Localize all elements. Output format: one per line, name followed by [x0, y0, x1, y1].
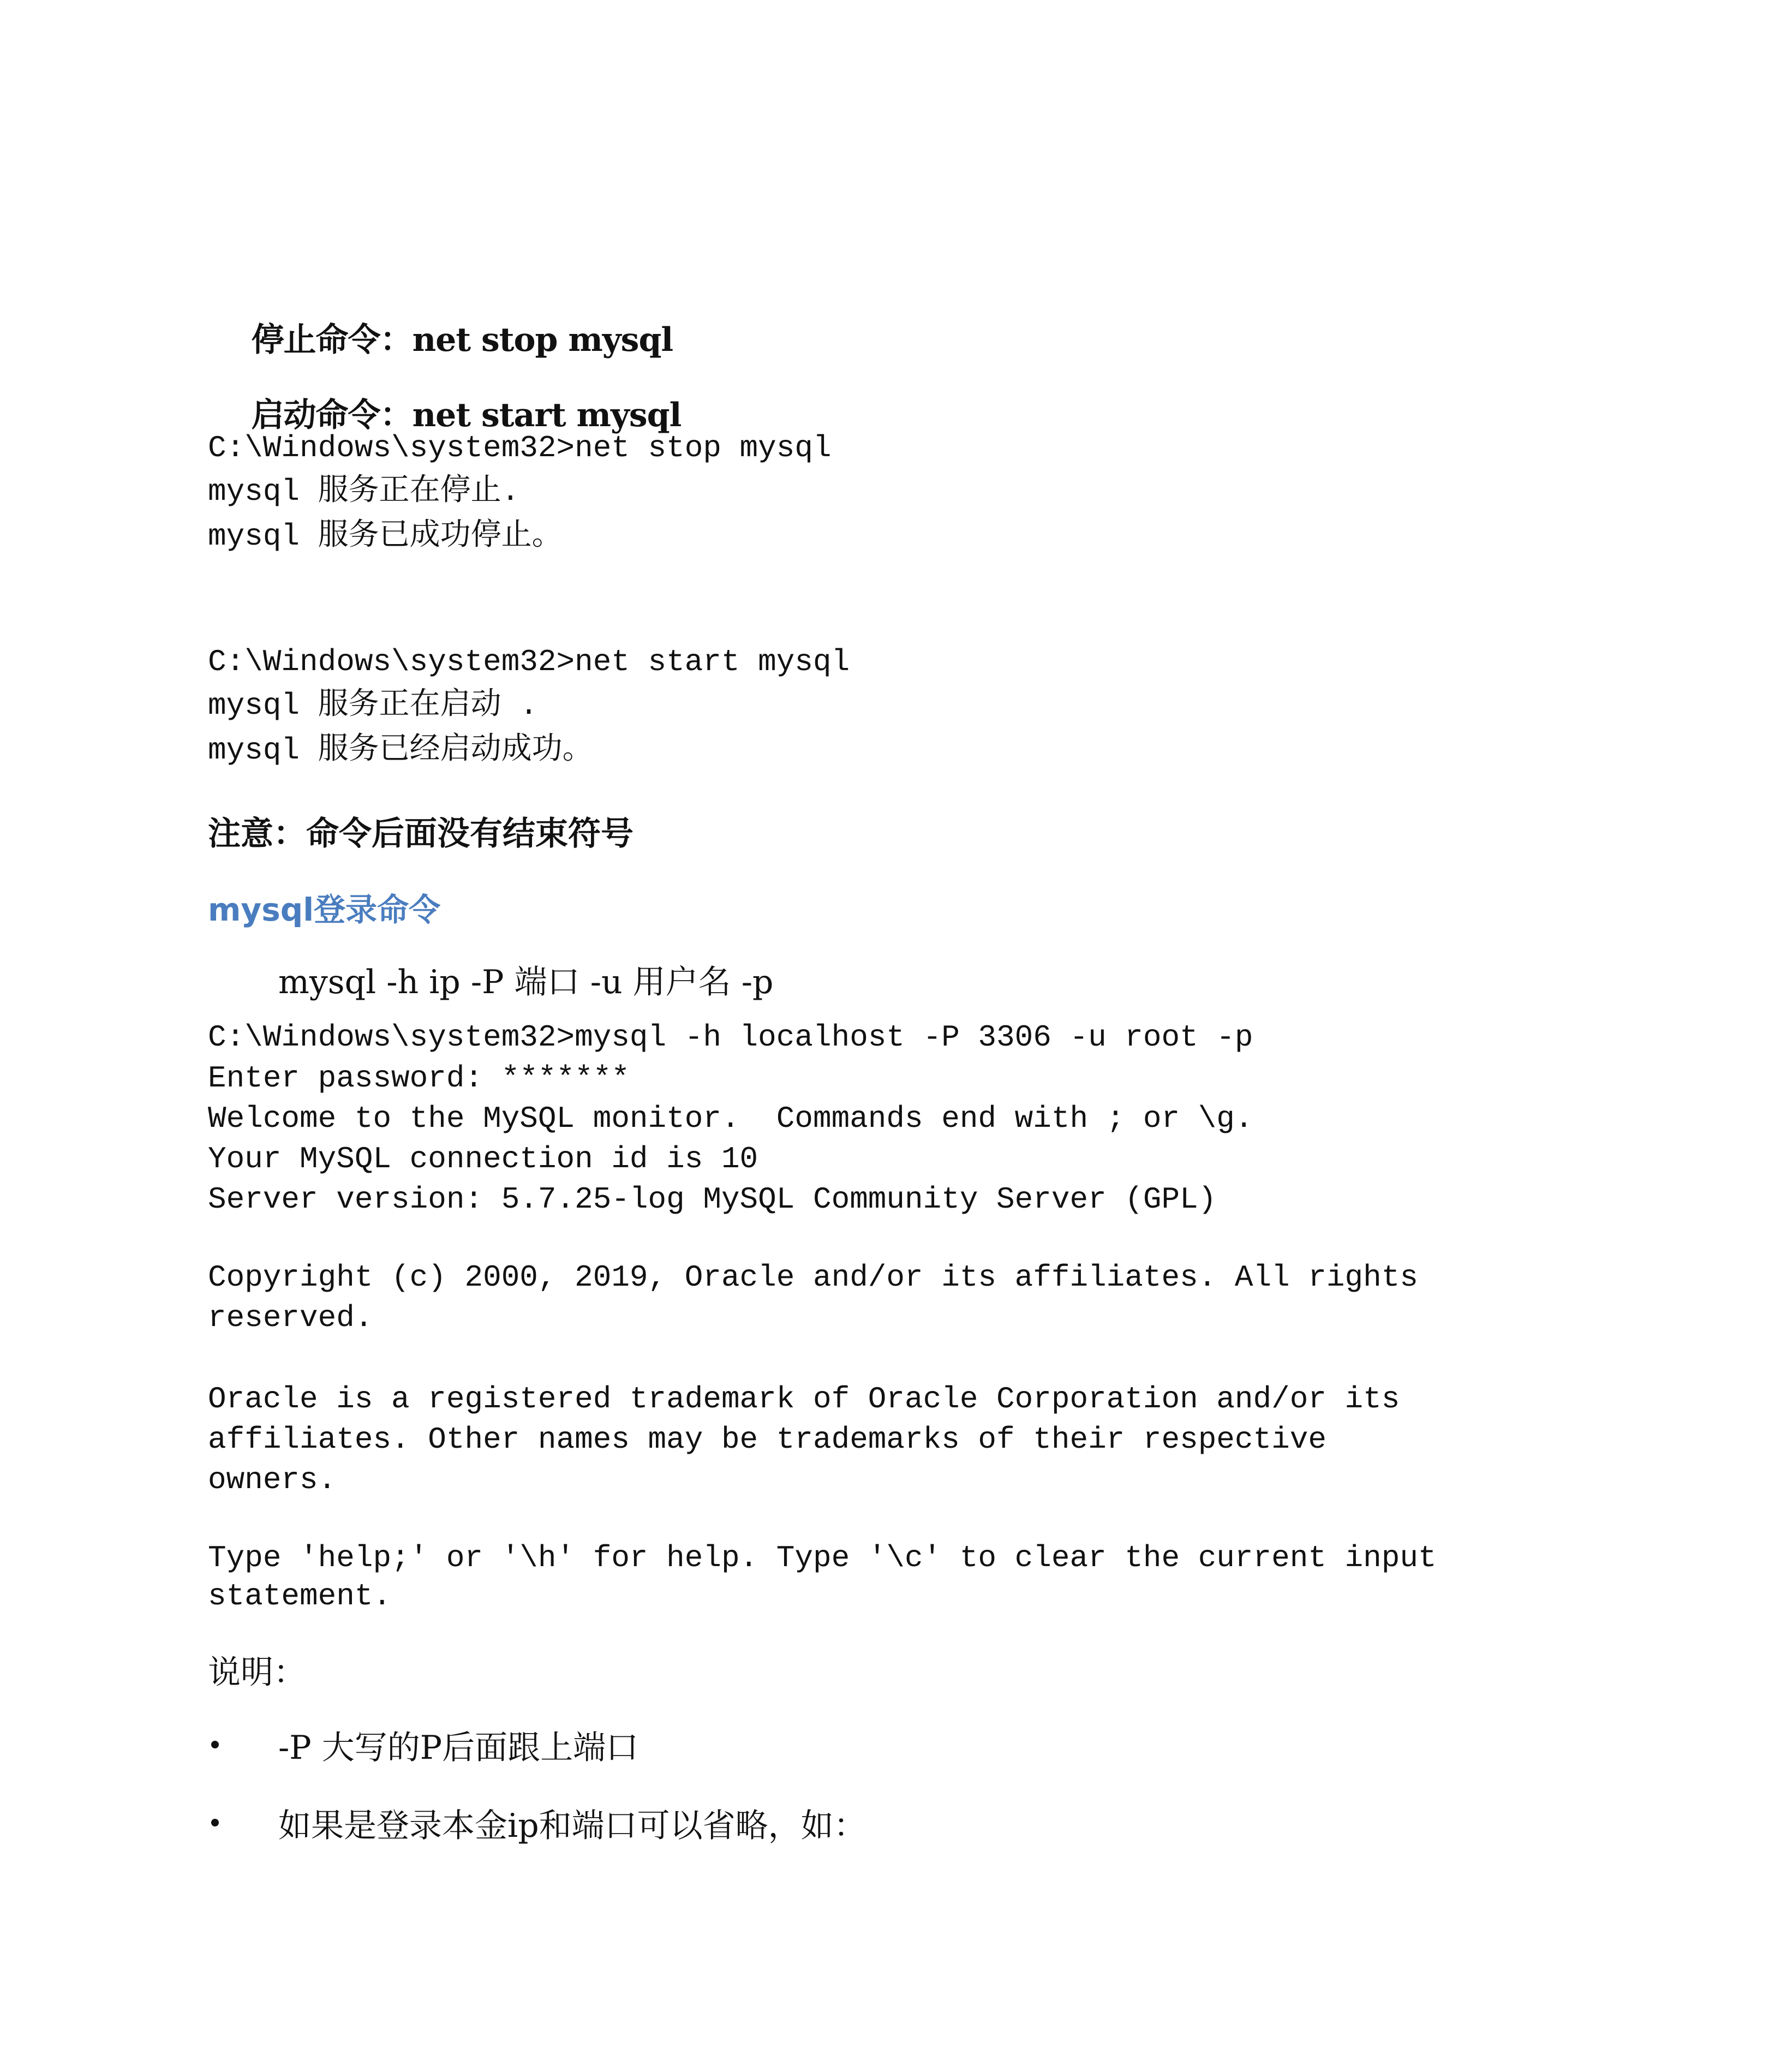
start-output-line: C:\Windows\system32>net start mysql — [208, 644, 850, 679]
login-syntax: mysql -h ip -P 端口 -u 用户名 -p — [278, 963, 774, 1001]
bullet-dot-icon — [211, 1741, 219, 1748]
login-output-line: Oracle is a registered trademark of Oracle Corporation and/or its — [208, 1382, 1400, 1417]
note-text: 注意：命令后面没有结束符号 — [208, 815, 633, 853]
login-output-line: Server version: 5.7.25-log MySQL Community Server (GPL) — [208, 1182, 1217, 1217]
login-output-line: Enter password: ******* — [208, 1061, 630, 1096]
stop-output-line: mysql 服务已成功停止。 — [208, 519, 563, 554]
stop-command-label: 停止命令： — [251, 321, 413, 359]
explanation-bullet: 如果是登录本金ip和端口可以省略，如： — [278, 1807, 866, 1845]
login-output-line: C:\Windows\system32>mysql -h localhost -P 3306 -u root -p — [208, 1020, 1253, 1055]
start-command-label: 启动命令： — [251, 396, 413, 434]
bullet-dot-icon — [211, 1819, 219, 1826]
login-output-line: Your MySQL connection id is 10 — [208, 1142, 758, 1177]
explanation-bullet: -P 大写的P后面跟上端口 — [278, 1729, 639, 1767]
start-output-line: mysql 服务正在启动 . — [208, 688, 538, 723]
stop-output-line: C:\Windows\system32>net stop mysql — [208, 431, 832, 465]
section-title: mysql登录命令 — [208, 891, 441, 928]
login-output-line: Type 'help;' or '\h' for help. Type '\c' to clear the current input — [208, 1540, 1437, 1575]
login-output-line: affiliates. Other names may be trademarks of their respective — [208, 1422, 1326, 1457]
stop-output-line: mysql 服务正在停止. — [208, 474, 520, 509]
login-output-line: owners. — [208, 1462, 337, 1497]
explanation-heading: 说明： — [208, 1653, 306, 1692]
login-output-line: Welcome to the MySQL monitor. Commands end with ; or \g. — [208, 1101, 1253, 1136]
login-output-line: statement. — [208, 1579, 392, 1614]
start-command-text: net start mysql — [412, 396, 682, 434]
login-output-line: Copyright (c) 2000, 2019, Oracle and/or its affiliates. All rights — [208, 1260, 1418, 1295]
stop-command-text: net stop mysql — [412, 321, 673, 359]
start-output-line: mysql 服务已经启动成功。 — [208, 733, 593, 768]
login-output-line: reserved. — [208, 1300, 373, 1335]
